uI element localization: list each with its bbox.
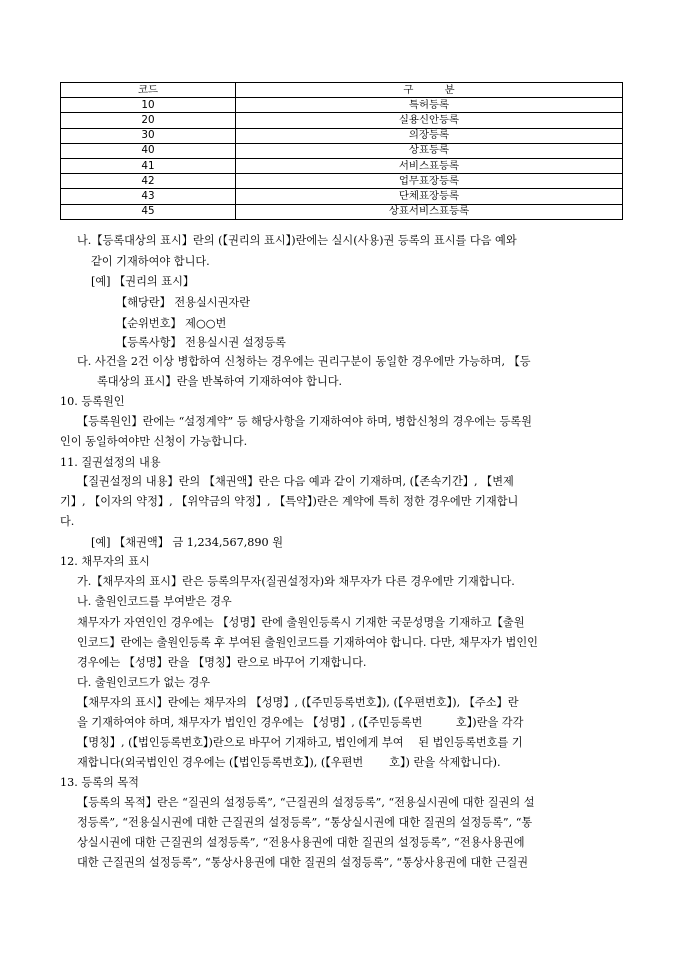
category-cell: 단체표장등록	[236, 189, 623, 204]
text-line: 같이 기재하여야 합니다.	[91, 255, 210, 268]
code-cell: 10	[61, 98, 236, 113]
text-line: 재합니다(외국법인인 경우에는 (【법인등록번호】), (【우편번 호】) 란을 삭제합니다).	[77, 756, 501, 769]
text-line: 상실시권에 대한 근질권의 설정등록”, “전용사용권에 대한 질권의 설정등록”, “전용사용권에	[77, 836, 525, 849]
code-cell: 45	[61, 204, 236, 219]
text-line: 인코드】란에는 출원인등록 후 부여된 출원인코드를 기재하여야 합니다. 다만, 채무자가 법인인	[77, 636, 538, 649]
header-code: 코드	[61, 83, 236, 98]
text-line: 록대상의 표시】란을 반복하여 기재하여야 합니다.	[97, 375, 343, 388]
text-line: 【순위번호】 제○○번	[116, 317, 227, 330]
text-line: 채무자가 자연인인 경우에는 【성명】란에 출원인등록시 기재한 국문성명을 기재하고【출원	[77, 616, 525, 629]
category-cell: 실용신안등록	[236, 113, 623, 128]
text-line: 다.	[60, 515, 75, 528]
table-row	[61, 143, 623, 158]
code-cell: 40	[61, 143, 236, 158]
text-line: 경우에는 【성명】란을 【명칭】란으로 바꾸어 기재합니다.	[77, 656, 367, 669]
text-line: 기】, 【이자의 약정】, 【위약금의 약정】, 【특약】)란은 계약에 특히 정한 경우에만 기재합니	[60, 495, 519, 508]
text-line: 대한 근질권의 설정등록”, “통상사용권에 대한 질권의 설정등록”, “통상사용권에 대한 근질권	[77, 856, 529, 869]
section-heading: 13. 등록의 목적	[60, 776, 139, 789]
code-cell: 20	[61, 113, 236, 128]
code-cell: 41	[61, 158, 236, 173]
text-line: 【채무자의 표시】란에는 채무자의 【성명】, (【주민등록번호】), (【우편번호】), 【주소】란	[77, 696, 519, 709]
section-heading: 12. 채무자의 표시	[60, 555, 150, 568]
text-line: 【등록사항】 전용실시권 설정등록	[116, 336, 286, 349]
category-cell: 상표서비스표등록	[236, 204, 623, 219]
table-row	[61, 174, 623, 189]
code-cell: 42	[61, 174, 236, 189]
table-row	[61, 98, 623, 113]
code-cell: 30	[61, 128, 236, 143]
text-line: 【등록원인】란에는 “설정계약” 등 해당사항을 기재하여야 하며, 병합신청의 경우에는 등록원	[77, 415, 532, 428]
text-line: 【해당란】 전용실시권자란	[116, 296, 251, 309]
text-line: 다. 사건을 2건 이상 병합하여 신청하는 경우에는 권리구분이 동일한 경우에만 가능하며, 【등	[77, 355, 531, 368]
section-heading: 11. 질권설정의 내용	[60, 456, 161, 469]
text-line: [예] 【채권액】 금 1,234,567,890 원	[91, 536, 284, 549]
text-line: 을 기재하여야 하며, 채무자가 법인인 경우에는 【성명】, (【주민등록번 호】)란을 각각	[77, 716, 524, 729]
text-line: [예] 【권리의 표시】	[91, 275, 195, 288]
table-row	[61, 189, 623, 204]
category-cell: 특허등록	[236, 98, 623, 113]
header-category: 구 분	[236, 83, 623, 98]
category-cell: 의장등록	[236, 128, 623, 143]
code-cell: 43	[61, 189, 236, 204]
table-row	[61, 158, 623, 173]
table-row	[61, 204, 623, 219]
category-cell: 서비스표등록	[236, 158, 623, 173]
category-cell: 업무표장등록	[236, 174, 623, 189]
registration-code-table	[60, 82, 623, 220]
text-line: 다. 출원인코드가 없는 경우	[77, 676, 211, 689]
text-line: 정등록”, “전용실시권에 대한 근질권의 설정등록”, “통상실시권에 대한 질권의 설정등록”, “통	[77, 816, 533, 829]
text-line: 나.【등록대상의 표시】란의 (【권리의 표시】)란에는 실시(사용)권 등록의 표시를 다음 예와	[77, 234, 517, 247]
table-row	[61, 113, 623, 128]
text-line: 【등록의 목적】란은 “질권의 설정등록”, “근질권의 설정등록”, “전용실시권에 대한 질권의 설	[77, 796, 535, 809]
category-cell: 상표등록	[236, 143, 623, 158]
text-line: 【질권설정의 내용】란의 【채권액】란은 다음 예과 같이 기재하며, (【존속기간】, 【변제	[77, 475, 514, 488]
text-line: 가.【채무자의 표시】란은 등록의무자(질권설정자)와 채무자가 다른 경우에만 기재합니다.	[77, 575, 515, 588]
table-header-row	[61, 83, 623, 98]
text-line: 인이 동일하여야만 신청이 가능합니다.	[60, 435, 248, 448]
text-line: 나. 출원인코드를 부여받은 경우	[77, 595, 232, 608]
table-row	[61, 128, 623, 143]
text-line: 【명칭】, (【법인등록번호】)란으로 바꾸어 기재하고, 법인에게 부여 된 법인등록번호를 기	[77, 736, 523, 749]
section-heading: 10. 등록원인	[60, 395, 125, 408]
